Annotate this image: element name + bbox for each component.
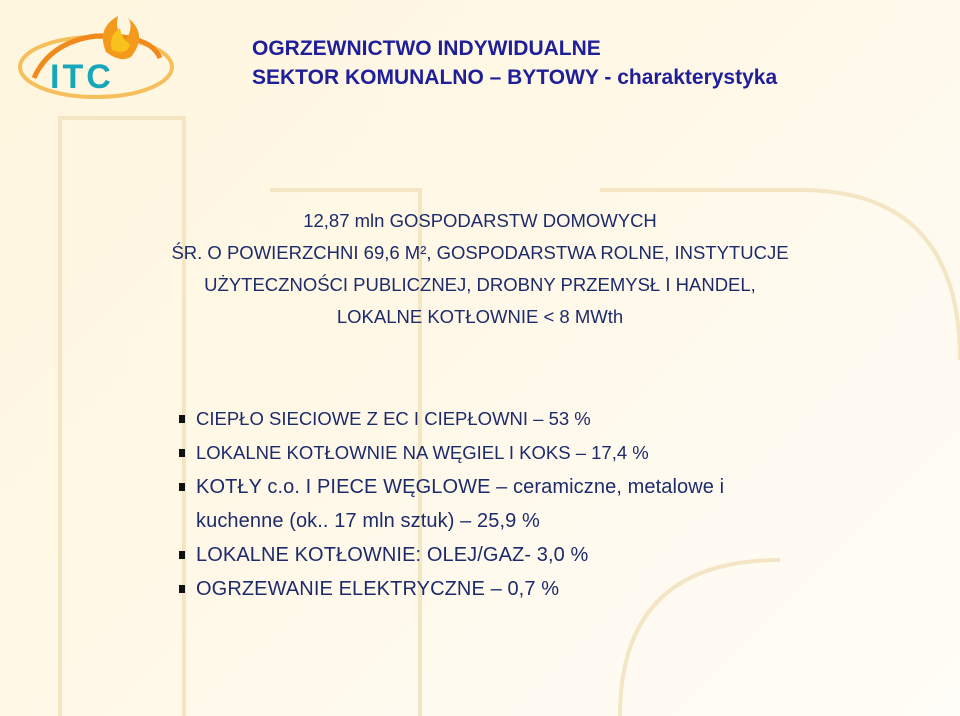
bullet-text: KOTŁY c.o. I PIECE WĘGLOWE – ceramiczne, metalowe i bbox=[196, 476, 725, 498]
slide-title bbox=[252, 34, 777, 92]
square-bullet-icon bbox=[179, 585, 185, 593]
square-bullet-icon bbox=[179, 415, 185, 423]
square-bullet-icon bbox=[179, 551, 185, 559]
intro-line-1: 12,87 mln GOSPODARSTW DOMOWYCH bbox=[303, 210, 657, 231]
title-line-2: SEKTOR KOMUNALNO – BYTOWY - charakterystyka bbox=[252, 66, 778, 89]
bullet-text: kuchenne (ok.. 17 mln sztuk) – 25,9 % bbox=[196, 510, 540, 532]
bullet-item bbox=[179, 538, 939, 572]
bullet-continuation bbox=[179, 504, 939, 538]
bullet-item bbox=[179, 402, 939, 436]
intro-line-2: ŚR. O POWIERZCHNI 69,6 M², GOSPODARSTWA ROLNE, INSTYTUCJE bbox=[171, 242, 789, 263]
bullet-item bbox=[179, 470, 939, 504]
title-line-1: OGRZEWNICTWO INDYWIDUALNE bbox=[252, 37, 601, 60]
bullet-text: OGRZEWANIE ELEKTRYCZNE – 0,7 % bbox=[196, 578, 560, 600]
bullet-item bbox=[179, 572, 939, 606]
intro-line-3: UŻYTECZNOŚCI PUBLICZNEJ, DROBNY PRZEMYSŁ I HANDEL, bbox=[204, 274, 756, 295]
intro-line-4: LOKALNE KOTŁOWNIE < 8 MWth bbox=[336, 306, 624, 327]
bullet-item bbox=[179, 436, 939, 470]
bullet-list bbox=[179, 402, 939, 606]
itc-logo-icon bbox=[10, 12, 182, 112]
bullet-text: LOKALNE KOTŁOWNIE NA WĘGIEL I KOKS – 17,4 % bbox=[196, 442, 649, 463]
bullet-text: LOKALNE KOTŁOWNIE: OLEJ/GAZ- 3,0 % bbox=[196, 544, 589, 566]
bullet-text: CIEPŁO SIECIOWE Z EC I CIEPŁOWNI – 53 % bbox=[196, 408, 591, 429]
square-bullet-icon bbox=[179, 449, 185, 457]
intro-paragraph bbox=[100, 205, 860, 333]
square-bullet-icon bbox=[179, 483, 185, 491]
logo-text: ITC bbox=[50, 58, 114, 96]
